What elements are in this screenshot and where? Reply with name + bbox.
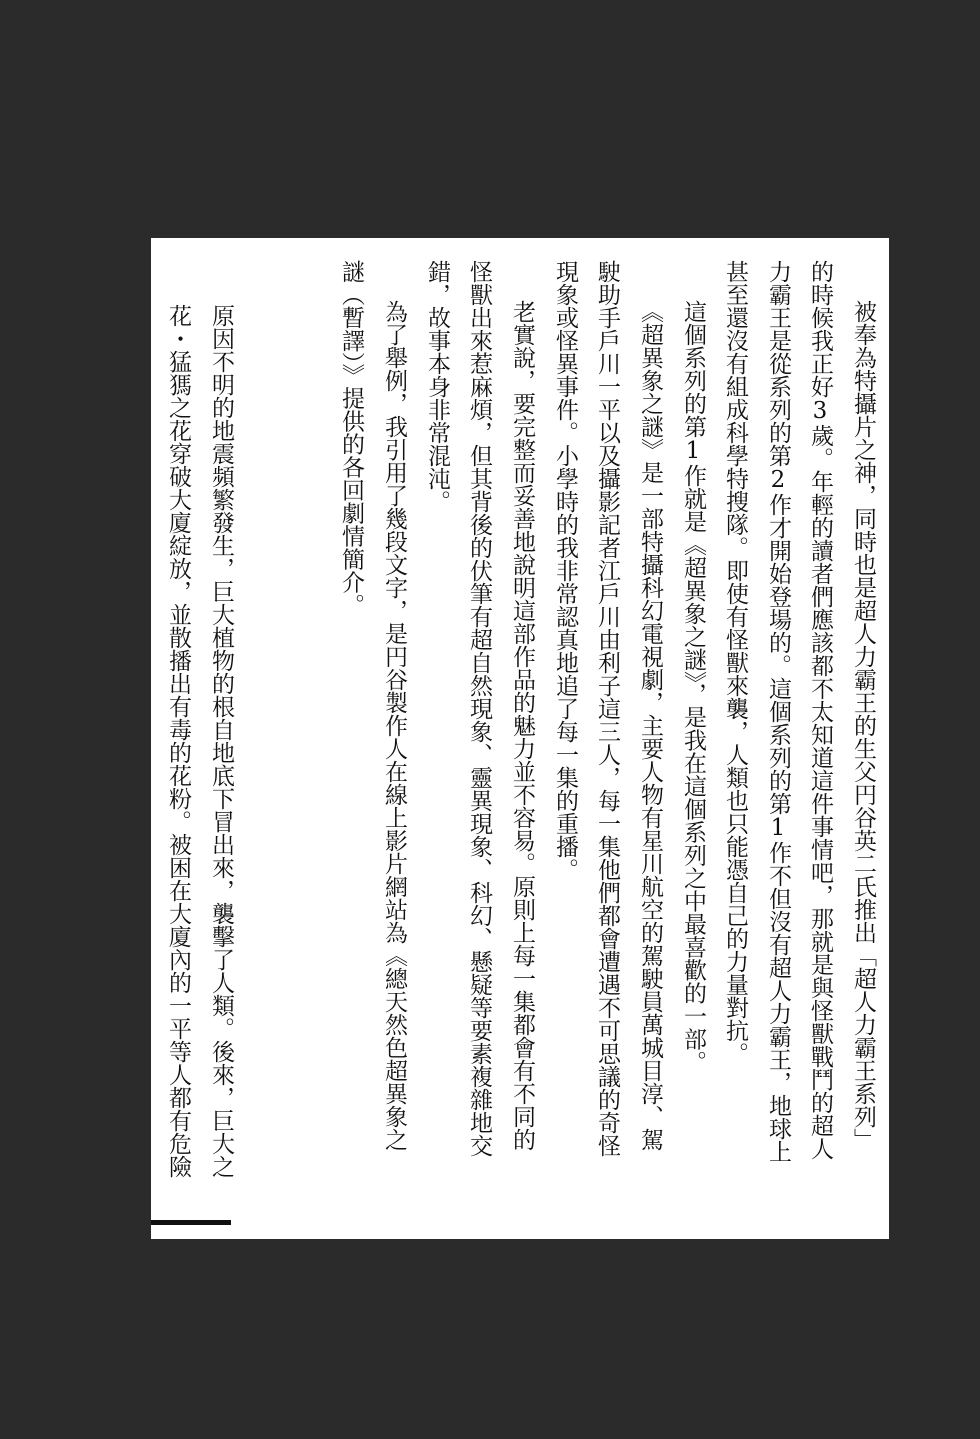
body-column-11: 錯，故事本身非常混沌。: [424, 260, 450, 513]
quote-end-rule: [151, 1220, 231, 1225]
body-column-5: 這個系列的第1作就是《超異象之謎》，是我在這個系列之中最喜歡的一部。: [680, 300, 706, 1074]
body-column-1: 被奉為特攝片之神，同時也是超人力霸王的生父円谷英二氏推出「超人力霸王系列」: [850, 300, 876, 1151]
body-column-10: 怪獸出來惹麻煩，但其背後的伏筆有超自然現象、靈異現象、科幻、懸疑等要素複雜地交: [466, 260, 492, 1157]
body-column-2: 的時候我正好3歲。年輕的讀者們應該都不太知道這件事情吧，那就是與怪獸戰鬥的超人: [807, 260, 833, 1160]
body-column-9: 老實說，要完整而妥善地說明這部作品的魅力並不容易。原則上每一集都會有不同的: [509, 300, 535, 1151]
body-column-12: 為了舉例，我引用了幾段文字，是円谷製作人在線上影片網站為《總天然色超異象之: [381, 300, 407, 1151]
quote-column-1: 原因不明的地震頻繁發生，巨大植物的根自地底下冒出來，襲擊了人類。後來，巨大之: [208, 304, 234, 1178]
book-page: [151, 238, 889, 1239]
quote-column-2: 花・猛獁之花穿破大廈綻放，並散播出有毒的花粉。被困在大廈內的一平等人都有危險: [165, 304, 191, 1178]
body-column-3: 力霸王是從系列的第2作才開始登場的。這個系列的第1作不但沒有超人力霸王，地球上: [765, 260, 791, 1163]
body-column-7: 駛助手戶川一平以及攝影記者江戶川由利子這三人，每一集他們都會遭遇不可思議的奇怪: [594, 260, 620, 1157]
body-column-8: 現象或怪異事件。小學時的我非常認真地追了每一集的重播。: [552, 260, 578, 881]
body-column-13: 謎（暫譯）》提供的各回劇情簡介。: [338, 260, 364, 617]
body-column-6: 《超異象之謎》是一部特攝科幻電視劇，主要人物有星川航空的駕駛員萬城目淳、駕: [637, 300, 663, 1151]
body-column-4: 甚至還沒有組成科學特搜隊。即使有怪獸來襲，人類也只能憑自己的力量對抗。: [722, 260, 748, 1065]
